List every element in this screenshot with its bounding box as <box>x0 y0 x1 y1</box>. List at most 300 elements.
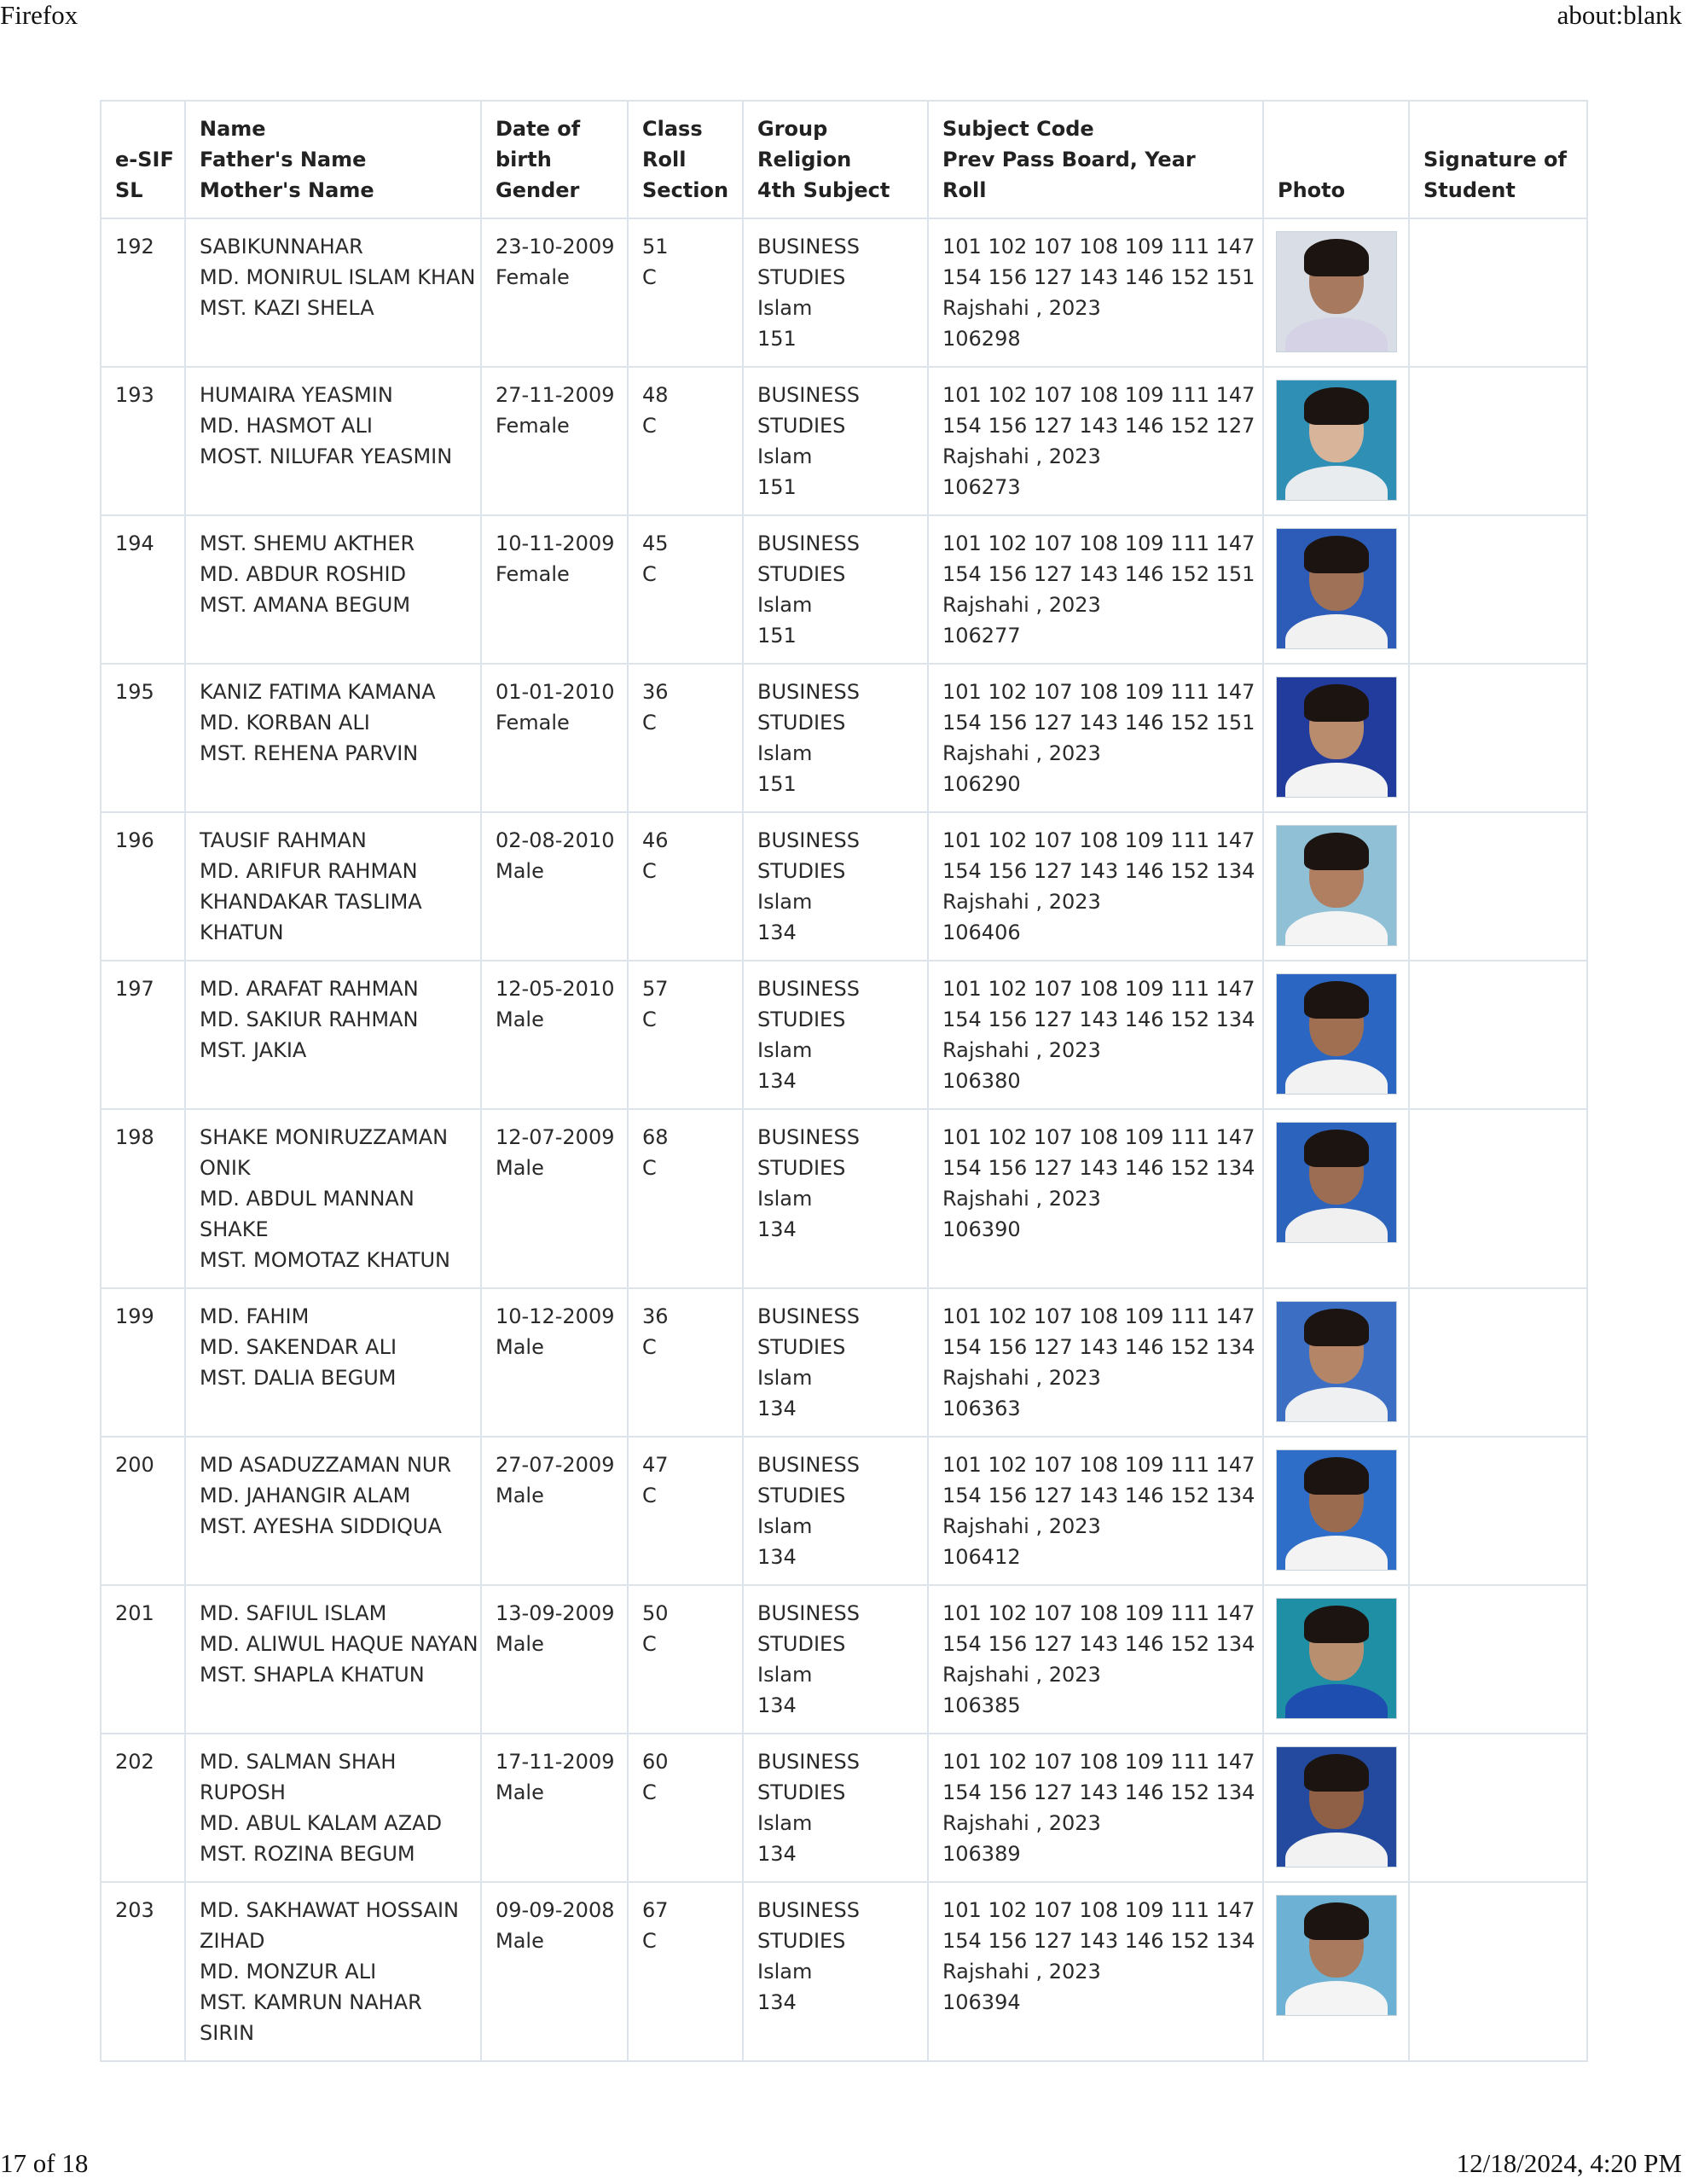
table-row <box>101 812 1587 961</box>
table-row <box>101 664 1587 812</box>
group-name: BUSINESS <box>757 1750 860 1774</box>
person-name: MD. ABDUL MANNAN <box>200 1187 415 1211</box>
person-name: MD. JAHANGIR ALAM <box>200 1484 411 1507</box>
dob-gender-cell <box>481 664 628 812</box>
section: C <box>642 562 657 586</box>
group-name: BUSINESS <box>757 1898 860 1922</box>
table-row <box>101 1882 1587 2061</box>
sl-cell <box>101 1585 185 1734</box>
names-cell <box>185 515 481 664</box>
subject-code-cell <box>928 218 1263 367</box>
group-name: STUDIES <box>757 265 846 289</box>
prev-roll: 106363 <box>942 1397 1021 1420</box>
class-roll-cell <box>628 961 743 1109</box>
person-name: ONIK <box>200 1156 251 1180</box>
names-cell <box>185 961 481 1109</box>
religion: Islam <box>757 890 813 914</box>
col-class-roll-header <box>628 101 743 218</box>
photo-hair <box>1304 833 1369 870</box>
person-name: HUMAIRA YEASMIN <box>200 383 393 407</box>
header-label: Religion <box>757 148 852 171</box>
page-counter: 17 of 18 <box>0 2148 89 2178</box>
person-name: MST. AMANA BEGUM <box>200 593 411 617</box>
prev-roll: 106390 <box>942 1217 1021 1241</box>
photo-cell <box>1263 1437 1409 1585</box>
person-name: MOST. NILUFAR YEASMIN <box>200 444 453 468</box>
group-cell <box>743 812 928 961</box>
table-body <box>101 218 1587 2061</box>
photo-shoulders <box>1285 614 1388 649</box>
header-label: Father's Name <box>200 148 367 171</box>
photo-cell <box>1263 961 1409 1109</box>
subject-codes: 101 102 107 108 109 111 147 <box>942 1601 1255 1625</box>
person-name: MST. KAZI SHELA <box>200 296 374 320</box>
serial-number: 200 <box>115 1453 154 1477</box>
person-name: MD. ALIWUL HAQUE NAYAN <box>200 1632 478 1656</box>
group-cell <box>743 218 928 367</box>
student-photo <box>1276 825 1397 946</box>
person-name: MST. DALIA BEGUM <box>200 1366 397 1390</box>
prev-pass-board-year: Rajshahi , 2023 <box>942 1663 1101 1687</box>
photo-cell <box>1263 1288 1409 1437</box>
photo-hair <box>1304 981 1369 1019</box>
subject-code-cell <box>928 1109 1263 1288</box>
photo-cell <box>1263 1109 1409 1288</box>
header-label: Name <box>200 117 266 141</box>
dob-gender-cell <box>481 515 628 664</box>
prev-pass-board-year: Rajshahi , 2023 <box>942 444 1101 468</box>
col-photo-header <box>1263 101 1409 218</box>
signature-cell <box>1409 664 1587 812</box>
gender: Male <box>496 1929 544 1953</box>
subject-code-cell <box>928 1585 1263 1734</box>
fourth-subject: 134 <box>757 1693 797 1717</box>
person-name: MST. KAMRUN NAHAR <box>200 1990 422 2014</box>
sl-cell <box>101 1734 185 1882</box>
print-footer <box>0 2148 1687 2182</box>
gender: Female <box>496 265 570 289</box>
photo-shoulders <box>1285 911 1388 946</box>
dob-gender-cell <box>481 1288 628 1437</box>
photo-cell <box>1263 664 1409 812</box>
date-of-birth: 23-10-2009 <box>496 235 615 258</box>
subject-code-cell <box>928 1882 1263 2061</box>
section: C <box>642 1929 657 1953</box>
prev-roll: 106273 <box>942 475 1021 499</box>
group-name: STUDIES <box>757 1780 846 1804</box>
subject-codes: 154 156 127 143 146 152 134 <box>942 1632 1255 1656</box>
prev-roll: 106406 <box>942 921 1021 944</box>
names-cell <box>185 1585 481 1734</box>
class-roll: 45 <box>642 531 669 555</box>
group-name: STUDIES <box>757 711 846 735</box>
serial-number: 197 <box>115 977 154 1001</box>
date-of-birth: 09-09-2008 <box>496 1898 615 1922</box>
section: C <box>642 1632 657 1656</box>
col-dob-gender-header <box>481 101 628 218</box>
class-roll-cell <box>628 1734 743 1882</box>
group-name: BUSINESS <box>757 1453 860 1477</box>
names-cell <box>185 1734 481 1882</box>
person-name: KHANDAKAR TASLIMA <box>200 890 422 914</box>
serial-number: 203 <box>115 1898 154 1922</box>
class-roll: 68 <box>642 1125 669 1149</box>
signature-cell <box>1409 1109 1587 1288</box>
gender: Male <box>496 859 544 883</box>
serial-number: 196 <box>115 828 154 852</box>
photo-cell <box>1263 515 1409 664</box>
header-label: Gender <box>496 178 580 202</box>
names-cell <box>185 664 481 812</box>
section: C <box>642 1335 657 1359</box>
photo-hair <box>1304 1130 1369 1167</box>
student-photo <box>1276 1895 1397 2016</box>
table-row <box>101 218 1587 367</box>
class-roll-cell <box>628 1585 743 1734</box>
person-name: MST. MOMOTAZ KHATUN <box>200 1248 451 1272</box>
names-cell <box>185 218 481 367</box>
class-roll: 67 <box>642 1898 669 1922</box>
col-group-header <box>743 101 928 218</box>
prev-roll: 106277 <box>942 624 1021 648</box>
prev-pass-board-year: Rajshahi , 2023 <box>942 1960 1101 1984</box>
browser-app-name: Firefox <box>0 0 78 30</box>
group-name: STUDIES <box>757 859 846 883</box>
section: C <box>642 1780 657 1804</box>
religion: Islam <box>757 1960 813 1984</box>
person-name: SHAKE <box>200 1217 269 1241</box>
serial-number: 199 <box>115 1304 154 1328</box>
prev-pass-board-year: Rajshahi , 2023 <box>942 1038 1101 1062</box>
table-header <box>101 101 1587 218</box>
group-name: STUDIES <box>757 1929 846 1953</box>
date-of-birth: 17-11-2009 <box>496 1750 615 1774</box>
header-label: Mother's Name <box>200 178 374 202</box>
signature-cell <box>1409 1288 1587 1437</box>
class-roll-cell <box>628 367 743 515</box>
subject-codes: 154 156 127 143 146 152 151 <box>942 562 1255 586</box>
person-name: MD. MONZUR ALI <box>200 1960 377 1984</box>
subject-codes: 154 156 127 143 146 152 127 <box>942 414 1255 438</box>
person-name: MD ASADUZZAMAN NUR <box>200 1453 452 1477</box>
class-roll-cell <box>628 218 743 367</box>
person-name: KHATUN <box>200 921 284 944</box>
religion: Islam <box>757 1514 813 1538</box>
photo-hair <box>1304 536 1369 573</box>
subject-codes: 154 156 127 143 146 152 134 <box>942 1008 1255 1031</box>
header-label: Subject Code <box>942 117 1094 141</box>
photo-cell <box>1263 1585 1409 1734</box>
header-label: Roll <box>642 148 687 171</box>
dob-gender-cell <box>481 367 628 515</box>
person-name: MD. ARIFUR RAHMAN <box>200 859 418 883</box>
fourth-subject: 134 <box>757 1990 797 2014</box>
dob-gender-cell <box>481 218 628 367</box>
photo-shoulders <box>1285 1208 1388 1243</box>
person-name: MST. JAKIA <box>200 1038 307 1062</box>
date-of-birth: 27-07-2009 <box>496 1453 615 1477</box>
header-label: 4th Subject <box>757 178 890 202</box>
class-roll-cell <box>628 1437 743 1585</box>
fourth-subject: 134 <box>757 1217 797 1241</box>
table-row <box>101 1585 1587 1734</box>
group-name: BUSINESS <box>757 383 860 407</box>
dob-gender-cell <box>481 1585 628 1734</box>
person-name: TAUSIF RAHMAN <box>200 828 367 852</box>
sl-cell <box>101 812 185 961</box>
subject-codes: 101 102 107 108 109 111 147 <box>942 1898 1255 1922</box>
fourth-subject: 151 <box>757 772 797 796</box>
photo-shoulders <box>1285 466 1388 501</box>
sl-cell <box>101 1288 185 1437</box>
photo-hair <box>1304 1309 1369 1346</box>
fourth-subject: 134 <box>757 1545 797 1569</box>
gender: Female <box>496 711 570 735</box>
photo-hair <box>1304 239 1369 276</box>
date-of-birth: 13-09-2009 <box>496 1601 615 1625</box>
subject-codes: 101 102 107 108 109 111 147 <box>942 235 1255 258</box>
photo-shoulders <box>1285 1387 1388 1422</box>
subject-codes: 101 102 107 108 109 111 147 <box>942 1125 1255 1149</box>
serial-number: 193 <box>115 383 154 407</box>
group-cell <box>743 367 928 515</box>
photo-hair <box>1304 1606 1369 1643</box>
person-name: SHAKE MONIRUZZAMAN <box>200 1125 449 1149</box>
photo-hair <box>1304 684 1369 722</box>
print-datetime: 12/18/2024, 4:20 PM <box>1456 2148 1682 2178</box>
person-name: MD. MONIRUL ISLAM KHAN <box>200 265 476 289</box>
fourth-subject: 151 <box>757 475 797 499</box>
subject-code-cell <box>928 367 1263 515</box>
header-label: Signature of <box>1423 148 1567 171</box>
sl-cell <box>101 961 185 1109</box>
header-label: Prev Pass Board, Year <box>942 148 1196 171</box>
student-photo <box>1276 973 1397 1095</box>
prev-pass-board-year: Rajshahi , 2023 <box>942 1187 1101 1211</box>
class-roll-cell <box>628 1288 743 1437</box>
subject-code-cell <box>928 1437 1263 1585</box>
section: C <box>642 1008 657 1031</box>
table-row <box>101 1734 1587 1882</box>
group-name: BUSINESS <box>757 1304 860 1328</box>
person-name: MD. SAKIUR RAHMAN <box>200 1008 419 1031</box>
subject-codes: 101 102 107 108 109 111 147 <box>942 531 1255 555</box>
class-roll: 57 <box>642 977 669 1001</box>
prev-pass-board-year: Rajshahi , 2023 <box>942 593 1101 617</box>
person-name: MD. ARAFAT RAHMAN <box>200 977 419 1001</box>
prev-roll: 106412 <box>942 1545 1021 1569</box>
names-cell <box>185 1288 481 1437</box>
subject-code-cell <box>928 812 1263 961</box>
group-cell <box>743 1585 928 1734</box>
person-name: MST. REHENA PARVIN <box>200 741 419 765</box>
person-name: MD. SALMAN SHAH <box>200 1750 397 1774</box>
group-cell <box>743 1734 928 1882</box>
group-cell <box>743 961 928 1109</box>
person-name: SIRIN <box>200 2021 255 2045</box>
student-photo <box>1276 231 1397 352</box>
group-name: STUDIES <box>757 1632 846 1656</box>
religion: Islam <box>757 593 813 617</box>
subject-codes: 154 156 127 143 146 152 151 <box>942 711 1255 735</box>
person-name: MST. SHAPLA KHATUN <box>200 1663 425 1687</box>
student-photo <box>1276 1449 1397 1571</box>
group-cell <box>743 1437 928 1585</box>
religion: Islam <box>757 1663 813 1687</box>
class-roll-cell <box>628 1109 743 1288</box>
fourth-subject: 134 <box>757 1397 797 1420</box>
table-row <box>101 1437 1587 1585</box>
subject-codes: 154 156 127 143 146 152 134 <box>942 1335 1255 1359</box>
header-label: Section <box>642 178 729 202</box>
table-row <box>101 961 1587 1109</box>
class-roll-cell <box>628 515 743 664</box>
prev-roll: 106394 <box>942 1990 1021 2014</box>
person-name: SABIKUNNAHAR <box>200 235 363 258</box>
group-cell <box>743 515 928 664</box>
subject-codes: 101 102 107 108 109 111 147 <box>942 1304 1255 1328</box>
gender: Male <box>496 1780 544 1804</box>
subject-code-cell <box>928 961 1263 1109</box>
prev-roll: 106389 <box>942 1842 1021 1866</box>
class-roll: 47 <box>642 1453 669 1477</box>
prev-pass-board-year: Rajshahi , 2023 <box>942 890 1101 914</box>
sl-cell <box>101 515 185 664</box>
section: C <box>642 265 657 289</box>
person-name: MD. ABUL KALAM AZAD <box>200 1811 443 1835</box>
person-name: MST. AYESHA SIDDIQUA <box>200 1514 442 1538</box>
signature-cell <box>1409 961 1587 1109</box>
class-roll: 60 <box>642 1750 669 1774</box>
subject-codes: 101 102 107 108 109 111 147 <box>942 828 1255 852</box>
religion: Islam <box>757 296 813 320</box>
prev-roll: 106385 <box>942 1693 1021 1717</box>
prev-pass-board-year: Rajshahi , 2023 <box>942 1514 1101 1538</box>
religion: Islam <box>757 741 813 765</box>
prev-roll: 106380 <box>942 1069 1021 1093</box>
signature-cell <box>1409 1585 1587 1734</box>
date-of-birth: 02-08-2010 <box>496 828 615 852</box>
subject-code-cell <box>928 515 1263 664</box>
col-subject-code-header <box>928 101 1263 218</box>
person-name: ZIHAD <box>200 1929 265 1953</box>
table-row <box>101 515 1587 664</box>
photo-cell <box>1263 367 1409 515</box>
header-label: Class <box>642 117 703 141</box>
gender: Male <box>496 1632 544 1656</box>
subject-codes: 154 156 127 143 146 152 151 <box>942 265 1255 289</box>
fourth-subject: 134 <box>757 1069 797 1093</box>
student-photo <box>1276 1301 1397 1422</box>
section: C <box>642 1156 657 1180</box>
header-label: Photo <box>1278 178 1346 202</box>
religion: Islam <box>757 1038 813 1062</box>
fourth-subject: 151 <box>757 624 797 648</box>
section: C <box>642 1484 657 1507</box>
group-name: STUDIES <box>757 1008 846 1031</box>
student-photo <box>1276 1746 1397 1867</box>
table-row <box>101 1288 1587 1437</box>
header-label: Date of <box>496 117 581 141</box>
fourth-subject: 134 <box>757 921 797 944</box>
sl-cell <box>101 218 185 367</box>
header-label: e-SIF <box>115 148 174 171</box>
class-roll: 36 <box>642 1304 669 1328</box>
student-photo <box>1276 1598 1397 1719</box>
subject-codes: 101 102 107 108 109 111 147 <box>942 977 1255 1001</box>
subject-codes: 154 156 127 143 146 152 134 <box>942 1484 1255 1507</box>
prev-pass-board-year: Rajshahi , 2023 <box>942 741 1101 765</box>
group-name: STUDIES <box>757 1484 846 1507</box>
subject-codes: 154 156 127 143 146 152 134 <box>942 859 1255 883</box>
person-name: MD. SAKENDAR ALI <box>200 1335 397 1359</box>
section: C <box>642 414 657 438</box>
date-of-birth: 01-01-2010 <box>496 680 615 704</box>
group-cell <box>743 664 928 812</box>
col-names-header <box>185 101 481 218</box>
photo-cell <box>1263 1882 1409 2061</box>
class-roll-cell <box>628 664 743 812</box>
fourth-subject: 134 <box>757 1842 797 1866</box>
dob-gender-cell <box>481 1109 628 1288</box>
sl-cell <box>101 1437 185 1585</box>
subject-codes: 101 102 107 108 109 111 147 <box>942 1453 1255 1477</box>
signature-cell <box>1409 1882 1587 2061</box>
class-roll: 51 <box>642 235 669 258</box>
sl-cell <box>101 1109 185 1288</box>
photo-shoulders <box>1285 1981 1388 2016</box>
student-photo <box>1276 528 1397 649</box>
subject-code-cell <box>928 1288 1263 1437</box>
signature-cell <box>1409 367 1587 515</box>
date-of-birth: 12-05-2010 <box>496 977 615 1001</box>
subject-codes: 154 156 127 143 146 152 134 <box>942 1780 1255 1804</box>
group-name: BUSINESS <box>757 828 860 852</box>
subject-code-cell <box>928 664 1263 812</box>
date-of-birth: 27-11-2009 <box>496 383 615 407</box>
photo-shoulders <box>1285 1684 1388 1719</box>
names-cell <box>185 1882 481 2061</box>
religion: Islam <box>757 1811 813 1835</box>
photo-cell <box>1263 1734 1409 1882</box>
religion: Islam <box>757 1366 813 1390</box>
serial-number: 202 <box>115 1750 154 1774</box>
person-name: MST. ROZINA BEGUM <box>200 1842 415 1866</box>
class-roll: 50 <box>642 1601 669 1625</box>
student-photo <box>1276 1122 1397 1243</box>
subject-codes: 101 102 107 108 109 111 147 <box>942 680 1255 704</box>
subject-codes: 101 102 107 108 109 111 147 <box>942 383 1255 407</box>
group-name: BUSINESS <box>757 1125 860 1149</box>
person-name: RUPOSH <box>200 1780 286 1804</box>
photo-shoulders <box>1285 1833 1388 1867</box>
dob-gender-cell <box>481 1734 628 1882</box>
photo-shoulders <box>1285 317 1388 352</box>
group-name: STUDIES <box>757 562 846 586</box>
gender: Male <box>496 1484 544 1507</box>
photo-hair <box>1304 1457 1369 1495</box>
person-name: MD. ABDUR ROSHID <box>200 562 407 586</box>
person-name: MD. HASMOT ALI <box>200 414 373 438</box>
names-cell <box>185 367 481 515</box>
group-name: STUDIES <box>757 414 846 438</box>
group-name: BUSINESS <box>757 1601 860 1625</box>
person-name: MD. FAHIM <box>200 1304 310 1328</box>
signature-cell <box>1409 812 1587 961</box>
gender: Female <box>496 562 570 586</box>
sl-cell <box>101 1882 185 2061</box>
header-label: Student <box>1423 178 1516 202</box>
